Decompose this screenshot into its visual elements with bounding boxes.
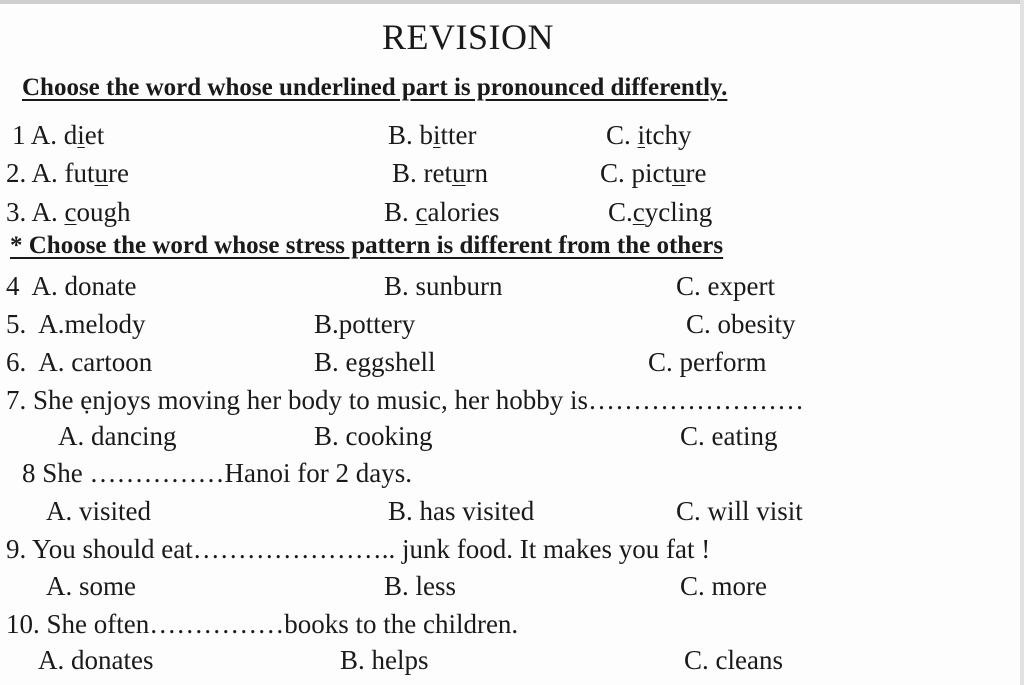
page-title: REVISION (382, 17, 554, 57)
question-number: 1 (12, 120, 26, 150)
q8-option-c: C. will visit (676, 496, 803, 526)
underlined-part: u (672, 158, 686, 188)
question-number: 3. (6, 197, 27, 227)
underlined-part: i (433, 120, 441, 150)
q1-option-b: B. bitter (388, 120, 477, 150)
q6-option-a: 6. A. cartoon (6, 347, 153, 377)
q6-option-b: B. eggshell (314, 347, 436, 377)
question-number: 4 (6, 271, 20, 301)
underlined-part: c (632, 197, 645, 227)
q5-option-c: C. obesity (686, 309, 796, 339)
underlined-part: c (415, 197, 428, 227)
top-border (0, 0, 1024, 4)
section2-heading: * Choose the word whose stress pattern is different from the others (10, 232, 724, 259)
q3-option-b: B. calories (384, 197, 500, 227)
q8-stem: 8 She ……………Hanoi for 2 days. (22, 458, 412, 488)
q4-option-a: 4 A. donate (6, 271, 137, 301)
q2-option-b: B. return (392, 158, 488, 188)
q2-option-a: 2. A. future (6, 158, 129, 188)
q4-option-c: C. expert (676, 271, 775, 301)
q3-option-c: C.cycling (608, 197, 713, 227)
q7-option-a: A. dancing (58, 421, 177, 451)
q10-option-c: C. cleans (684, 645, 783, 675)
q3-option-a: 3. A. cough (6, 197, 131, 227)
q5-option-b: B.pottery (314, 309, 416, 339)
underlined-part: c (64, 197, 77, 227)
underlined-part: u (452, 158, 466, 188)
section1-heading: Choose the word whose underlined part is pronounced differently. (22, 74, 728, 101)
underlined-part: i (637, 120, 646, 150)
q6-option-c: C. perform (648, 347, 767, 377)
q9-option-a: A. some (46, 571, 136, 601)
q7-option-c: C. eating (680, 421, 778, 451)
underlined-part: i (77, 120, 85, 150)
q8-option-b: B. has visited (388, 496, 535, 526)
q8-option-a: A. visited (46, 496, 151, 526)
q9-option-b: B. less (384, 571, 457, 601)
q10-stem: 10. She often……………books to the children. (6, 609, 519, 639)
q9-option-c: C. more (680, 571, 767, 601)
q1-option-a: 1 A. diet (12, 120, 105, 150)
right-border (1020, 0, 1024, 685)
question-number: 2. (6, 158, 27, 188)
q9-stem: 9. You should eat………………….. junk food. It makes you fat ! (6, 534, 711, 564)
q5-option-a: 5. A.melody (6, 309, 146, 339)
q1-option-c: C. itchy (606, 120, 692, 150)
q10-option-b: B. helps (340, 645, 429, 675)
q2-option-c: C. picture (600, 158, 707, 188)
question-number: 6. (6, 347, 27, 377)
underlined-part: u (94, 158, 109, 188)
q10-option-a: A. donates (38, 645, 154, 675)
q7-option-b: B. cooking (314, 421, 433, 451)
q4-option-b: B. sunburn (384, 271, 503, 301)
q7-stem: 7. She ẹnjoys moving her body to music, her hobby is…………………… (6, 385, 804, 415)
question-number: 5. (6, 309, 27, 339)
